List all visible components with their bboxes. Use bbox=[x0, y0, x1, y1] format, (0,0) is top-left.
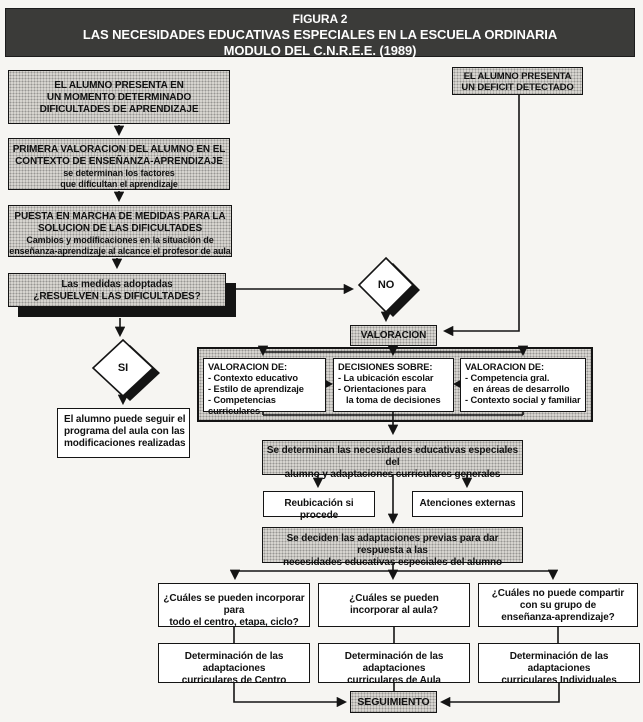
box-deficit-detectado: EL ALUMNO PRESENTA UN DEFICIT DETECTADO bbox=[452, 67, 583, 95]
box-se-determinan-necesidades: Se determinan las necesidades educativas especiales del alumno y adaptaciones curriculares generales bbox=[262, 440, 523, 475]
box-atenciones-externas: Atenciones externas bbox=[412, 491, 523, 517]
box-cuales-centro: ¿Cuáles se pueden incorporar para todo el centro, etapa, ciclo? bbox=[158, 583, 310, 627]
box-alumno-puede-seguir: El alumno puede seguir el programa del aula con las modificaciones realizadas bbox=[57, 408, 190, 458]
box-determinacion-individuales: Determinación de las adaptaciones curriculares Individuales bbox=[478, 643, 640, 683]
box-cuales-aula: ¿Cuáles se pueden incorporar al aula? bbox=[318, 583, 470, 627]
box-valoracion-contexto: VALORACION DE: - Contexto educativo - Estilo de aprendizaje - Competencias curriculares bbox=[203, 358, 326, 412]
figure-title: LAS NECESIDADES EDUCATIVAS ESPECIALES EN LA ESCUELA ORDINARIA bbox=[82, 27, 558, 42]
no-label: NO bbox=[377, 279, 395, 291]
box-cuales-individuales: ¿Cuáles no puede compartir con su grupo de enseñanza-aprendizaje? bbox=[478, 583, 638, 627]
box-valoracion-competencia: VALORACION DE: - Competencia gral. en áreas de desarrollo - Contexto social y familiar bbox=[460, 358, 586, 412]
box-decisiones-sobre: DECISIONES SOBRE: - La ubicación escolar - Orientaciones para la toma de decisiones bbox=[333, 358, 454, 412]
box-alumno-presenta-dificultades: EL ALUMNO PRESENTA EN UN MOMENTO DETERMINADO DIFICULTADES DE APRENDIZAJE bbox=[8, 70, 230, 124]
box-medidas-adoptadas: Las medidas adoptadas ¿RESUELVEN LAS DIFICULTADES? bbox=[8, 273, 226, 307]
si-label: SI bbox=[117, 362, 129, 374]
box-puesta-en-marcha: PUESTA EN MARCHA DE MEDIDAS PARA LA SOLUCION DE LAS DIFICULTADES Cambios y modificaciones en la situación de enseñanza-aprendizaje al alcance el profesor de aula bbox=[8, 205, 232, 257]
box-determinacion-aula: Determinación de las adaptaciones curriculares de Aula bbox=[318, 643, 470, 683]
box-reubicacion: Reubicación si procede bbox=[263, 491, 375, 517]
box-primera-valoracion: PRIMERA VALORACION DEL ALUMNO EN EL CONTEXTO DE ENSEÑANZA-APRENDIZAJE se determinan los factores que dificultan el aprendizaje bbox=[8, 138, 230, 190]
box-seguimiento: SEGUIMIENTO bbox=[350, 691, 437, 713]
box-valoracion: VALORACION bbox=[350, 325, 437, 346]
box-determinacion-centro: Determinación de las adaptaciones curriculares de Centro bbox=[158, 643, 310, 683]
box-se-deciden-adaptaciones: Se deciden las adaptaciones previas para dar respuesta a las necesidades educativas especiales del alumno bbox=[262, 527, 523, 563]
figure-subtitle: MODULO DEL C.N.R.E.E. (1989) bbox=[223, 43, 417, 58]
figure-number: FIGURA 2 bbox=[292, 12, 348, 26]
